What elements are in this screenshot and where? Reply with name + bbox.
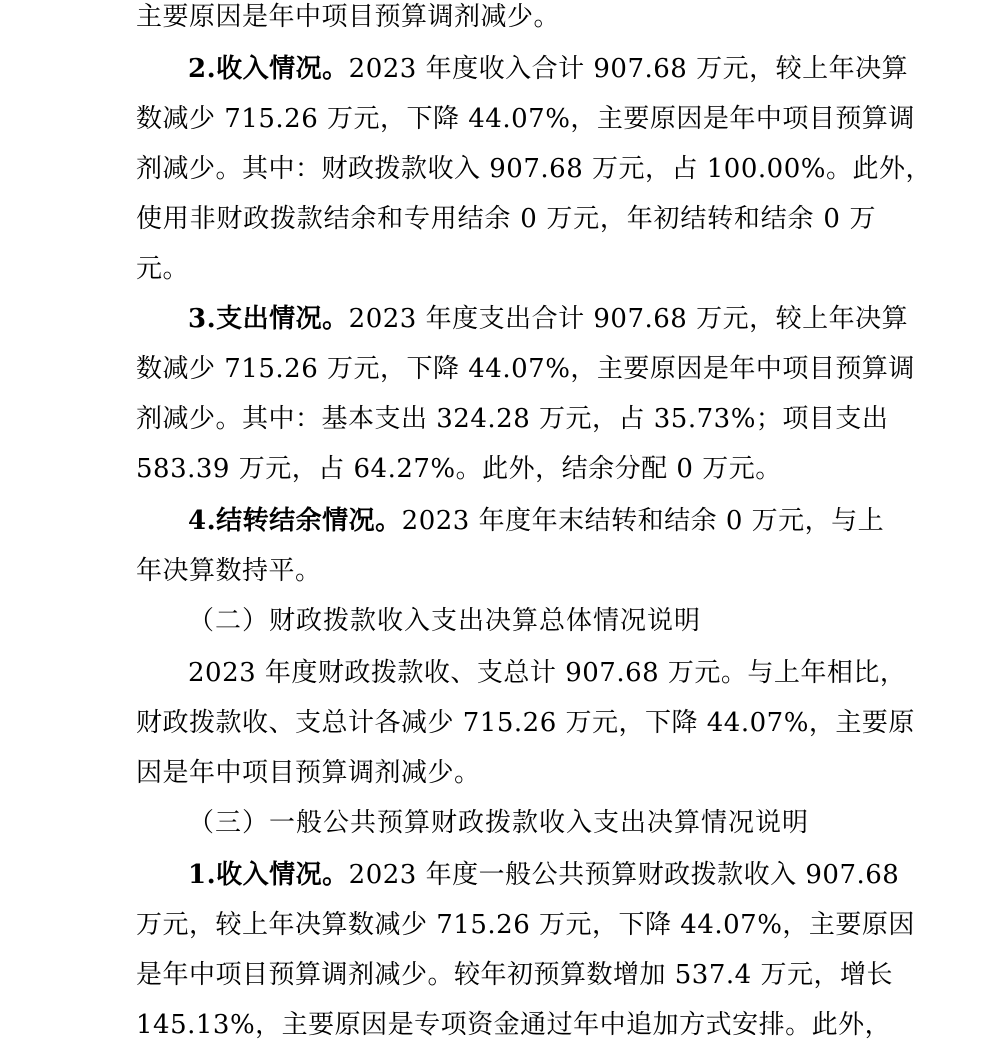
line-text: 主要原因是年中项目预算调剂减少。 <box>136 2 561 32</box>
line-text: 2023 年度支出合计 907.68 万元，较上年决算 <box>348 304 909 334</box>
line-text: 剂减少。其中：基本支出 324.28 万元，占 35.73%；项目支出 <box>136 404 889 434</box>
subsection-heading-2 <box>188 596 876 646</box>
line-text: 剂减少。其中：财政拨款收入 907.68 万元，占 100.00%。此外， <box>136 154 932 184</box>
section-heading: 2.收入情况。 <box>188 54 349 84</box>
line-text: 数减少 715.26 万元，下降 44.07%，主要原因是年中项目预算调 <box>136 354 915 384</box>
line-text: 583.39 万元，占 64.27%。此外，结余分配 0 万元。 <box>136 454 782 484</box>
line-text: 万元，较上年决算数减少 715.26 万元，下降 44.07%，主要原因 <box>136 910 915 940</box>
line-text: 因是年中项目预算调剂减少。 <box>136 758 481 788</box>
text-line <box>136 698 915 748</box>
gpb-income-section-heading-line <box>188 850 900 900</box>
subsection-heading-3 <box>188 798 876 848</box>
section-heading: 4.结转结余情况。 <box>188 506 402 536</box>
text-line <box>136 344 915 394</box>
text-line <box>136 94 915 144</box>
section-heading: 1.收入情况。 <box>188 860 349 890</box>
line-text: 145.13%，主要原因是专项资金通过年中追加方式安排。此外， <box>136 1010 892 1040</box>
line-text: 年决算数持平。 <box>136 556 322 586</box>
text-line <box>136 144 932 194</box>
text-line <box>136 194 876 244</box>
text-line <box>136 900 915 950</box>
section-heading: 3.支出情况。 <box>188 304 349 334</box>
income-section-heading-line <box>188 44 909 94</box>
line-text: 使用非财政拨款结余和专用结余 0 万元，年初结转和结余 0 万 <box>136 204 876 234</box>
line-text: 2023 年度一般公共预算财政拨款收入 907.68 <box>348 860 900 890</box>
expense-section-heading-line <box>188 294 909 344</box>
text-line <box>188 648 907 698</box>
line-text: 财政拨款收、支总计各减少 715.26 万元，下降 44.07%，主要原 <box>136 708 915 738</box>
line-text: 2023 年度收入合计 907.68 万元，较上年决算 <box>348 54 909 84</box>
text-line <box>136 444 876 494</box>
text-line <box>136 950 893 1000</box>
line-text: 元。 <box>136 254 190 284</box>
text-line <box>136 394 889 444</box>
balance-section-heading-line <box>188 496 885 546</box>
line-text: 是年中项目预算调剂减少。较年初预算数增加 537.4 万元，增长 <box>136 960 893 990</box>
line-text: 2023 年度财政拨款收、支总计 907.68 万元。与上年相比， <box>188 658 907 688</box>
text-line <box>136 546 876 596</box>
line-text: 2023 年度年末结转和结余 0 万元，与上 <box>401 506 885 536</box>
line-text: 数减少 715.26 万元，下降 44.07%，主要原因是年中项目预算调 <box>136 104 915 134</box>
text-line <box>136 244 876 294</box>
text-line <box>136 0 876 42</box>
text-line <box>136 748 876 798</box>
subsection-title: （三）一般公共预算财政拨款收入支出决算情况说明 <box>188 808 810 838</box>
subsection-title: （二）财政拨款收入支出决算总体情况说明 <box>188 606 702 636</box>
